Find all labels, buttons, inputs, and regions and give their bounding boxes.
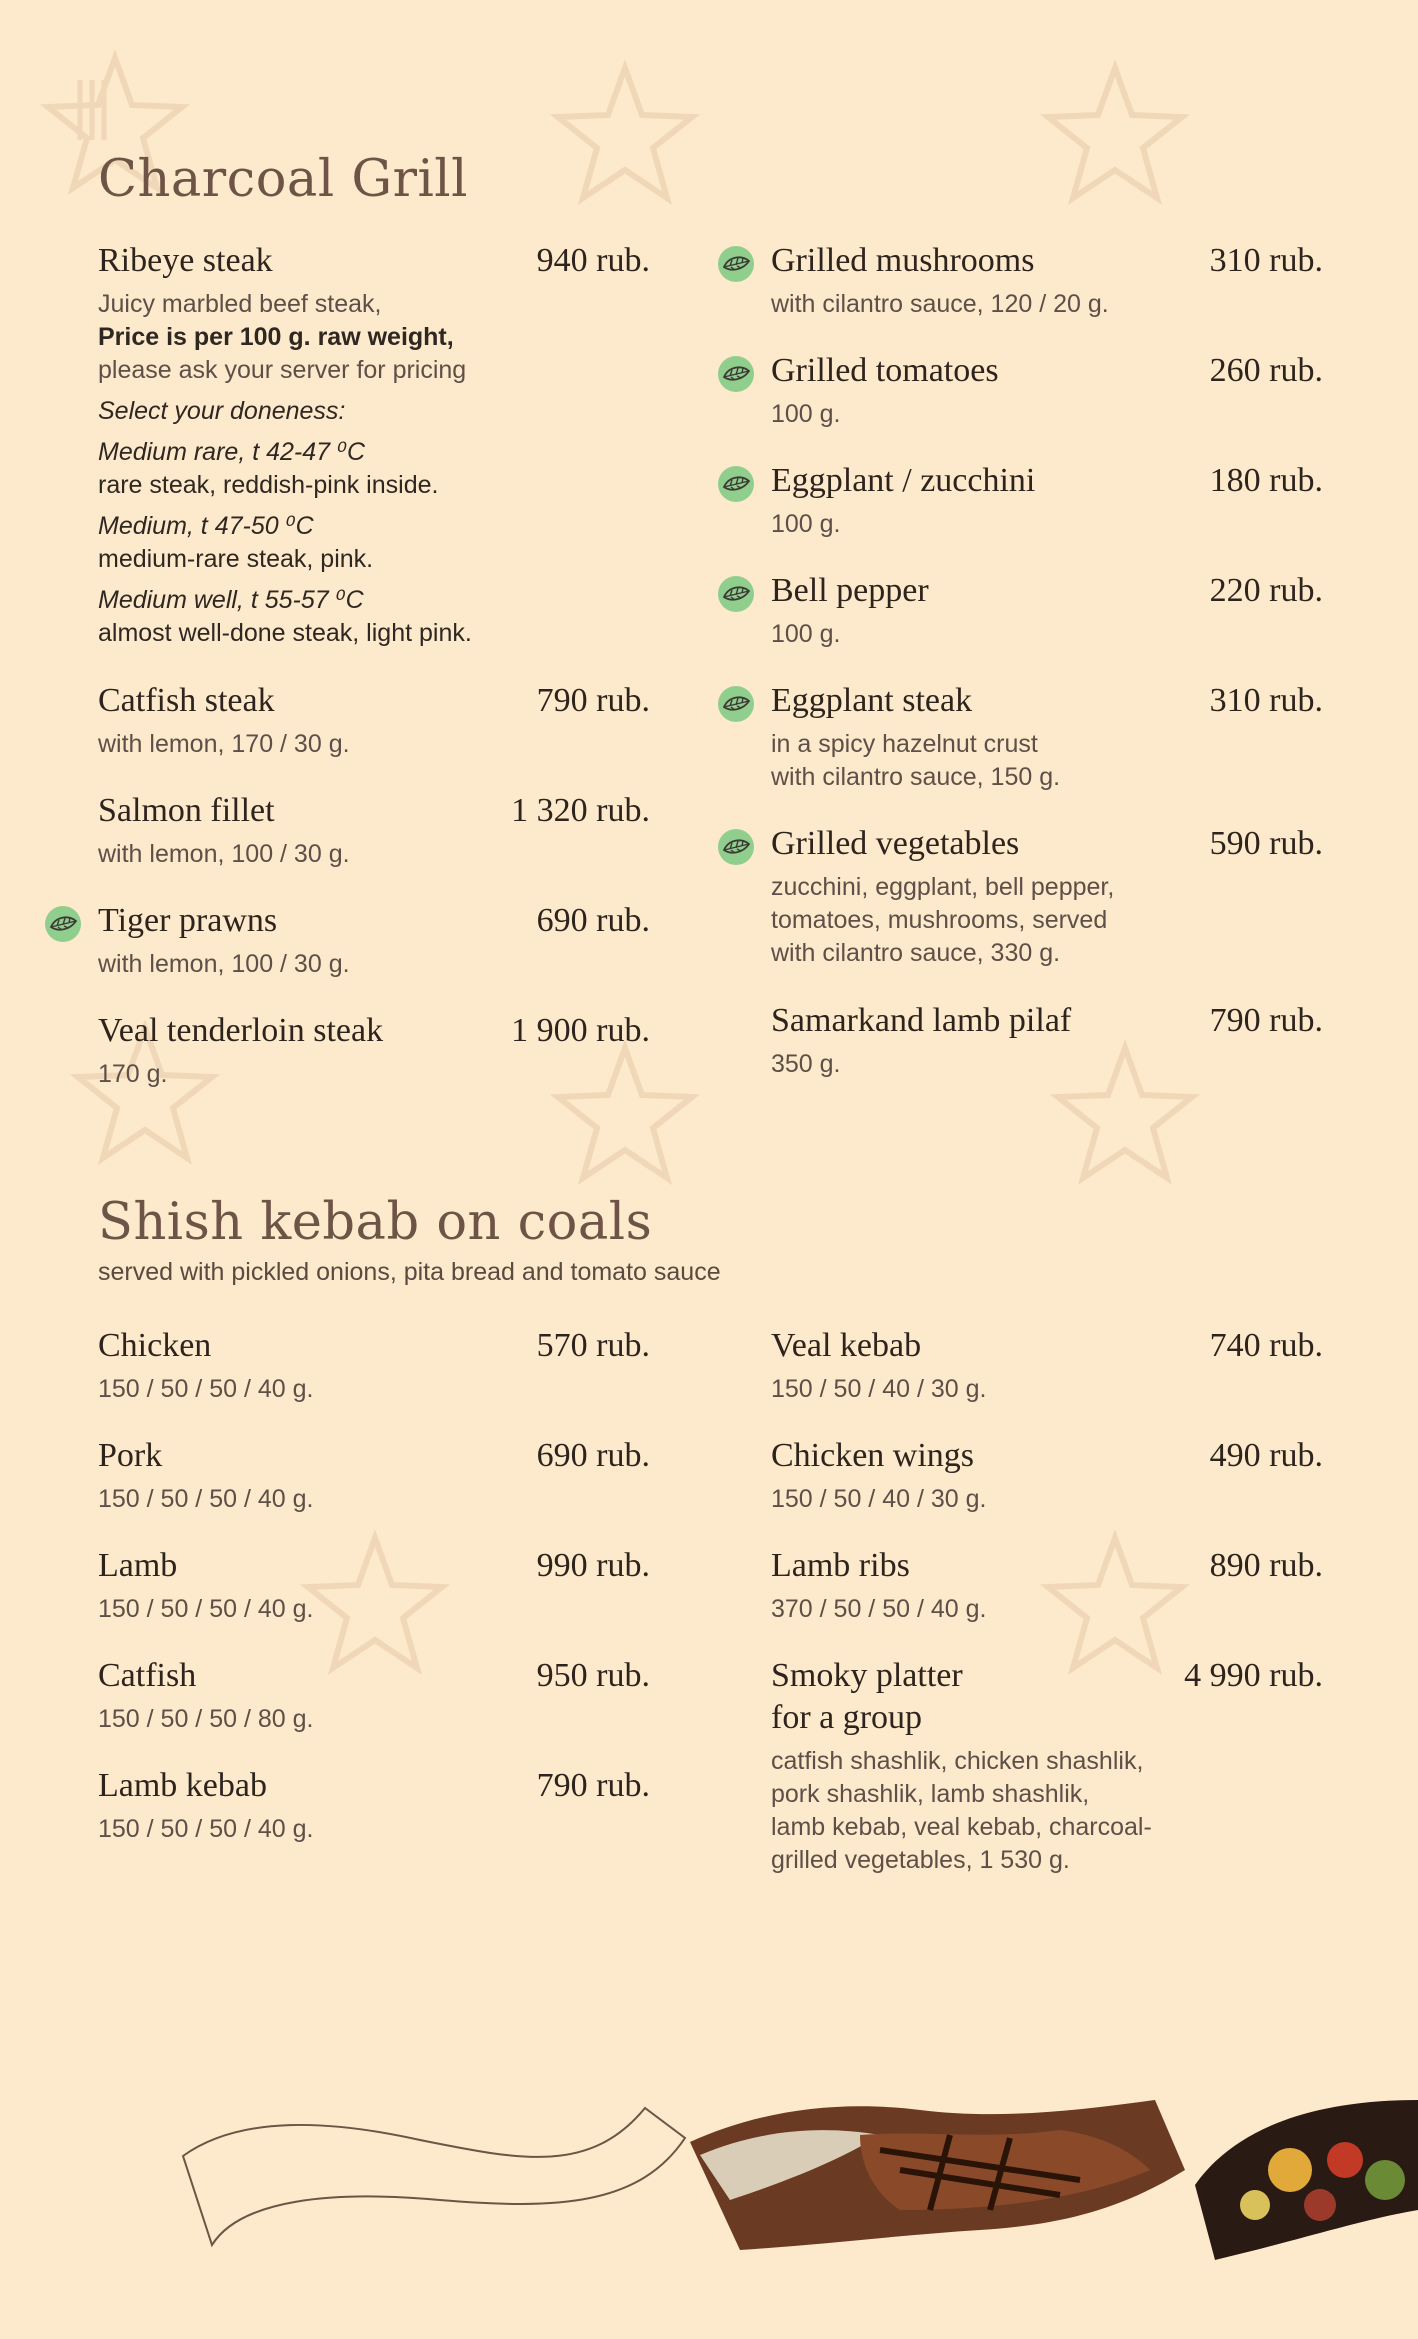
leaf-icon bbox=[718, 356, 754, 392]
item-description: 350 g. bbox=[771, 1050, 841, 1078]
item-price: 590 rub. bbox=[1209, 825, 1323, 862]
menu-item-chicken-wings bbox=[771, 1435, 1323, 1516]
menu-item-chicken bbox=[98, 1325, 650, 1406]
item-name: Lamb bbox=[98, 1547, 178, 1584]
section-title-shish-kebab: Shish kebab on coals bbox=[98, 1193, 653, 1252]
fork-star-icon bbox=[550, 60, 700, 210]
item-description: in a spicy hazelnut crust with cilantro sauce, 150 g. bbox=[771, 730, 1061, 791]
item-name: Veal tenderloin steak bbox=[98, 1012, 384, 1049]
leaf-icon bbox=[718, 246, 754, 282]
menu-item-pork bbox=[98, 1435, 650, 1516]
item-price: 1 320 rub. bbox=[511, 792, 650, 829]
item-price: 790 rub. bbox=[536, 682, 650, 719]
section-subtitle-shish-kebab: served with pickled onions, pita bread and tomato sauce bbox=[98, 1258, 721, 1286]
section-title-charcoal-grill: Charcoal Grill bbox=[98, 150, 468, 209]
item-name: Eggplant / zucchini bbox=[771, 462, 1036, 499]
item-price: 310 rub. bbox=[1209, 682, 1323, 719]
item-name: Veal kebab bbox=[771, 1327, 922, 1364]
steak-image bbox=[690, 2100, 1185, 2250]
leaf-icon bbox=[718, 686, 754, 722]
item-description: 150 / 50 / 50 / 40 g. bbox=[98, 1815, 314, 1843]
item-description: 150 / 50 / 50 / 40 g. bbox=[98, 1375, 314, 1403]
item-name: Grilled vegetables bbox=[771, 825, 1020, 862]
item-price: 180 rub. bbox=[1209, 462, 1323, 499]
item-description: with lemon, 100 / 30 g. bbox=[98, 840, 350, 868]
item-price: 1 900 rub. bbox=[511, 1012, 650, 1049]
doneness-medium: Medium, t 47-50 ⁰C bbox=[98, 512, 314, 540]
doneness-medium-rare: Medium rare, t 42-47 ⁰C bbox=[98, 438, 366, 466]
item-name: Grilled mushrooms bbox=[771, 242, 1035, 279]
item-name: Catfish steak bbox=[98, 682, 275, 719]
item-description: 150 / 50 / 40 / 30 g. bbox=[771, 1375, 987, 1403]
ribbon-outline bbox=[183, 2108, 685, 2245]
menu-item-grilled-mushrooms bbox=[771, 240, 1323, 321]
item-description: 100 g. bbox=[771, 400, 841, 428]
menu-item-smoky-platter bbox=[771, 1655, 1323, 1877]
item-name: Bell pepper bbox=[771, 572, 929, 609]
item-description: 150 / 50 / 50 / 40 g. bbox=[98, 1485, 314, 1513]
menu-item-tiger-prawns bbox=[98, 900, 650, 981]
menu-item-catfish-steak bbox=[98, 680, 650, 761]
item-name: Lamb ribs bbox=[771, 1547, 910, 1584]
item-price: 990 rub. bbox=[536, 1547, 650, 1584]
item-name: Grilled tomatoes bbox=[771, 352, 999, 389]
item-name: Catfish bbox=[98, 1657, 197, 1694]
kebab-right-column bbox=[771, 1325, 1323, 1885]
item-name: Chicken bbox=[98, 1327, 212, 1364]
item-description: catfish shashlik, chicken shashlik, pork shashlik, lamb shashlik, lamb kebab, veal kebab, charcoal- grilled vegetables, 1 530 g. bbox=[771, 1747, 1152, 1874]
item-price: 690 rub. bbox=[536, 1437, 650, 1474]
item-name: Lamb kebab bbox=[98, 1767, 267, 1804]
kebab-left-column bbox=[98, 1325, 650, 1885]
item-price: 220 rub. bbox=[1209, 572, 1323, 609]
grill-left-column bbox=[98, 240, 650, 1120]
item-name: Samarkand lamb pilaf bbox=[771, 1002, 1072, 1039]
menu-item-eggplant-zucchini bbox=[771, 460, 1323, 541]
item-price: 940 rub. bbox=[536, 242, 650, 279]
fork-star-icon bbox=[1040, 60, 1190, 210]
item-name: Pork bbox=[98, 1437, 163, 1474]
item-price: 740 rub. bbox=[1209, 1327, 1323, 1364]
item-description: 100 g. bbox=[771, 620, 841, 648]
menu-item-veal-tenderloin-steak bbox=[98, 1010, 650, 1091]
item-name: Eggplant steak bbox=[771, 682, 973, 719]
item-price: 4 990 rub. bbox=[1184, 1657, 1323, 1694]
item-price: 690 rub. bbox=[536, 902, 650, 939]
item-price: 490 rub. bbox=[1209, 1437, 1323, 1474]
item-description: with cilantro sauce, 120 / 20 g. bbox=[771, 290, 1109, 318]
menu-item-eggplant-steak bbox=[771, 680, 1323, 794]
menu-item-lamb-kebab bbox=[98, 1765, 650, 1846]
item-description: 150 / 50 / 50 / 40 g. bbox=[98, 1595, 314, 1623]
menu-item-grilled-vegetables bbox=[771, 823, 1323, 970]
item-name: Ribeye steak bbox=[98, 242, 273, 279]
leaf-icon bbox=[718, 466, 754, 502]
item-description: 150 / 50 / 50 / 80 g. bbox=[98, 1705, 314, 1733]
leaf-icon bbox=[718, 829, 754, 865]
item-name: Smoky platter for a group bbox=[771, 1657, 963, 1736]
menu-item-ribeye-steak bbox=[98, 240, 650, 650]
decorative-ribbon bbox=[0, 2060, 1418, 2339]
item-description: with lemon, 170 / 30 g. bbox=[98, 730, 350, 758]
menu-item-grilled-tomatoes bbox=[771, 350, 1323, 431]
doneness-medium-well: Medium well, t 55-57 ⁰C bbox=[98, 586, 364, 614]
item-price: 790 rub. bbox=[1209, 1002, 1323, 1039]
item-description: 100 g. bbox=[771, 510, 841, 538]
leaf-icon bbox=[718, 576, 754, 612]
menu-item-catfish bbox=[98, 1655, 650, 1736]
item-description: with lemon, 100 / 30 g. bbox=[98, 950, 350, 978]
menu-item-veal-kebab bbox=[771, 1325, 1323, 1406]
menu-item-lamb-ribs bbox=[771, 1545, 1323, 1626]
item-price: 790 rub. bbox=[536, 1767, 650, 1804]
item-description: Juicy marbled beef steak, Price is per 100 g. raw weight, please ask your server for pricing Select your doneness: Medium rare, t 42-47 ⁰C rare steak, reddish-pink inside. Medium, t 47-50 ⁰C medium-rare steak, pink. Medium well, t 55-57 ⁰C almost well-done steak, light pink. bbox=[98, 288, 650, 650]
item-description: 370 / 50 / 50 / 40 g. bbox=[771, 1595, 987, 1623]
item-name: Tiger prawns bbox=[98, 902, 278, 939]
item-description: zucchini, eggplant, bell pepper, tomatoes, mushrooms, served with cilantro sauce, 330 g. bbox=[771, 873, 1115, 967]
item-name: Chicken wings bbox=[771, 1437, 975, 1474]
item-price: 950 rub. bbox=[536, 1657, 650, 1694]
item-description: 150 / 50 / 40 / 30 g. bbox=[771, 1485, 987, 1513]
item-price: 890 rub. bbox=[1209, 1547, 1323, 1584]
vegetables-image bbox=[1195, 2100, 1418, 2260]
leaf-icon bbox=[45, 906, 81, 942]
menu-item-salmon-fillet bbox=[98, 790, 650, 871]
item-price: 570 rub. bbox=[536, 1327, 650, 1364]
menu-item-lamb bbox=[98, 1545, 650, 1626]
menu-item-bell-pepper bbox=[771, 570, 1323, 651]
item-price: 310 rub. bbox=[1209, 242, 1323, 279]
item-name: Salmon fillet bbox=[98, 792, 275, 829]
item-description: 170 g. bbox=[98, 1060, 168, 1088]
grill-right-column bbox=[771, 240, 1323, 1120]
menu-item-samarkand-lamb-pilaf bbox=[771, 1000, 1323, 1081]
item-price: 260 rub. bbox=[1209, 352, 1323, 389]
